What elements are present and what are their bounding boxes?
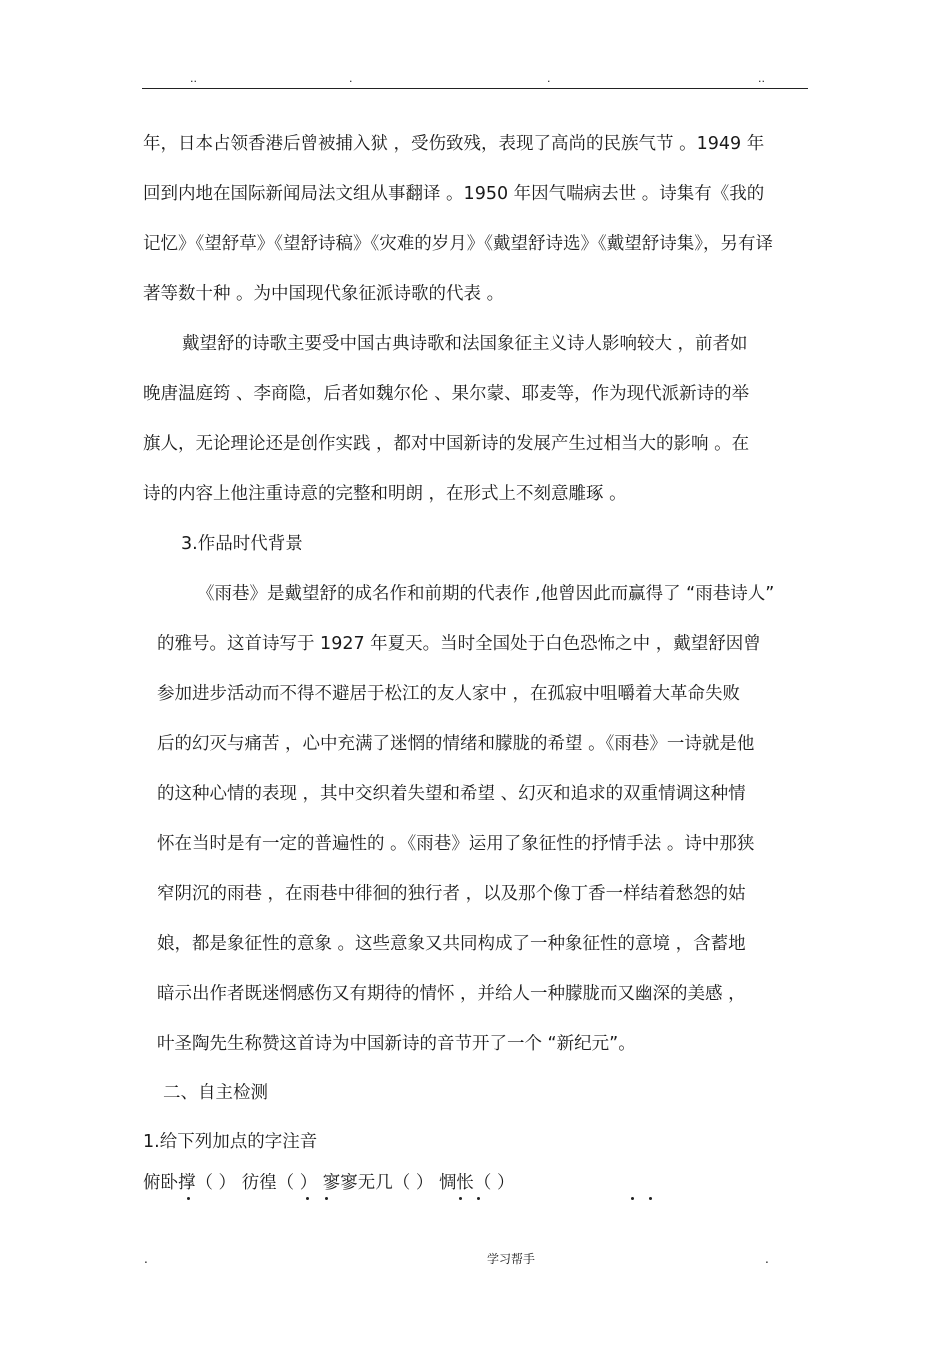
body-line: 回到内地在国际新闻局法文组从事翻译 。1950 年因气喘病去世 。诗集有《我的 <box>143 184 765 204</box>
body-line: 记忆》《望舒草》《望舒诗稿》《灾难的岁月》《戴望舒诗选》《戴望舒诗集》，另有译 <box>143 234 773 254</box>
body-line: 《雨巷》是戴望舒的成名作和前期的代表作 ,他曾因此而赢得了 “雨巷诗人” <box>197 584 775 604</box>
emphasis-dots <box>0 1197 950 1203</box>
header-mark: . <box>547 72 551 85</box>
page-header-marks <box>142 72 808 86</box>
footer-left-mark: . <box>144 1252 148 1266</box>
emphasis-dot <box>187 1197 190 1200</box>
body-line: 窄阴沉的雨巷 ，在雨巷中徘徊的独行者 ，以及那个像丁香一样结着愁怨的姑 <box>157 884 746 904</box>
header-rule <box>142 88 808 89</box>
question-heading: 1.给下列加点的字注音 <box>143 1132 318 1152</box>
header-mark: .. <box>190 72 197 85</box>
section-heading: 3.作品时代背景 <box>181 534 303 554</box>
body-line: 叶圣陶先生称赞这首诗为中国新诗的音节开了一个 “新纪元”。 <box>157 1034 636 1054</box>
body-line: 暗示出作者既迷惘感伤又有期待的情怀 ，并给人一种朦胧而又幽深的美感 ， <box>157 984 746 1004</box>
body-line: 的这种心情的表现 ，其中交织着失望和希望 、幻灭和追求的双重情调这种情 <box>157 784 746 804</box>
header-mark: . <box>349 72 353 85</box>
emphasis-dot <box>477 1197 480 1200</box>
body-line: 旗人，无论理论还是创作实践 ，都对中国新诗的发展产生过相当大的影响 。在 <box>143 434 750 454</box>
body-line: 戴望舒的诗歌主要受中国古典诗歌和法国象征主义诗人影响较大 ，前者如 <box>182 334 748 354</box>
emphasis-dot <box>459 1197 462 1200</box>
emphasis-dot <box>325 1197 328 1200</box>
body-line: 后的幻灭与痛苦 ，心中充满了迷惘的情绪和朦胧的希望 。《雨巷》一诗就是他 <box>157 734 755 754</box>
body-line: 年，日本占领香港后曾被捕入狱 ，受伤致残，表现了高尚的民族气节 。1949 年 <box>143 134 765 154</box>
body-line: 的雅号。这首诗写于 1927 年夏天。当时全国处于白色恐怖之中 ，戴望舒因曾 <box>157 634 761 654</box>
footer-right-mark: . <box>765 1252 769 1266</box>
body-line: 参加进步活动而不得不避居于松江的友人家中 ，在孤寂中咀嚼着大革命失败 <box>157 684 741 704</box>
footer-title: 学习帮手 <box>487 1252 536 1266</box>
body-line: 著等数十种 。为中国现代象征派诗歌的代表 。 <box>143 284 505 304</box>
body-line: 怀在当时是有一定的普遍性的 。《雨巷》运用了象征性的抒情手法 。诗中那狭 <box>157 834 755 854</box>
emphasis-dot <box>631 1197 634 1200</box>
header-mark: .. <box>758 72 765 85</box>
emphasis-dot <box>649 1197 652 1200</box>
emphasis-dot <box>306 1197 309 1200</box>
body-line: 诗的内容上他注重诗意的完整和明朗 ，在形式上不刻意雕琢 。 <box>143 484 627 504</box>
question-line: 俯卧撑（ ） 彷徨（ ） 寥寥无几（ ） 惆怅（ ） <box>143 1173 515 1193</box>
body-line: 娘，都是象征性的意象 。这些意象又共同构成了一种象征性的意境 ，含蓄地 <box>157 934 746 954</box>
section-heading: 二、自主检测 <box>163 1083 268 1103</box>
body-line: 晚唐温庭筠 、李商隐，后者如魏尔伦 、果尔蒙、耶麦等，作为现代派新诗的举 <box>143 384 750 404</box>
